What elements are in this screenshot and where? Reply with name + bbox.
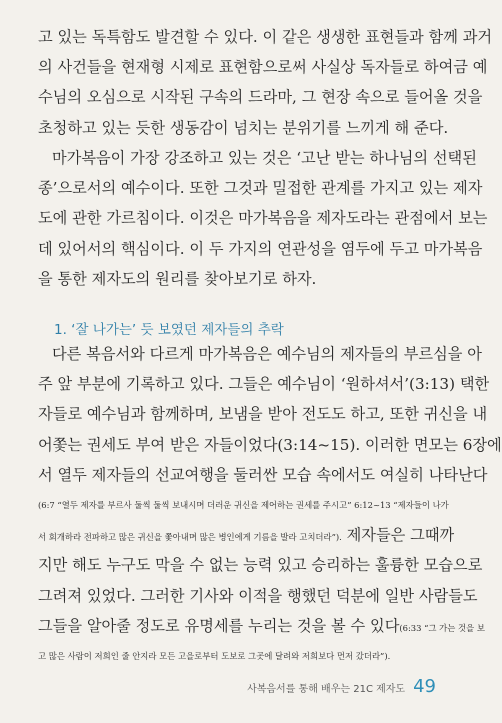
mixed-line — [38, 611, 485, 641]
text-line: 종’으로서의 예수이다. 또한 그것과 밀접한 관계를 가지고 있는 제자 — [38, 179, 483, 198]
text-line: 다른 복음서와 다르게 마가복음은 예수님의 제자들의 부르심을 아 — [52, 345, 482, 363]
text-line: 의 사건들을 현재형 시제로 표현함으로써 사실상 독자들로 하여금 예 — [38, 58, 488, 77]
text-line: 서 열두 제자들의 선교여행을 둘러싼 모습 속에서도 여실히 나타난다 — [38, 465, 488, 484]
text-inline: 제자들은 그때까 — [341, 526, 455, 545]
text-line: 데 있어서의 핵심이다. 이 두 가지의 연관성을 염두에 두고 마가복음 — [38, 239, 483, 258]
page-footer — [247, 676, 436, 697]
text-line: 주 앞 부분에 기록하고 있다. 그들은 예수님이 ‘원하셔서’(3:13) 택한 — [38, 375, 490, 394]
text-line: 초청하고 있는 듯한 생동감이 넘치는 분위기를 느끼게 해 준다. — [38, 118, 449, 137]
footnote-line: (6:7 “열두 제자를 부르사 둘씩 둘씩 보내시며 더러운 귀신을 제어하는 권세를 주시고” 6:12~13 “제자들이 나가 — [38, 499, 449, 510]
section-heading: 1. ‘잘 나가는’ 듯 보였던 제자들의 추락 — [54, 322, 284, 338]
text-line: 마가복음이 가장 강조하고 있는 것은 ‘고난 받는 하나님의 선택된 — [52, 149, 477, 167]
text-line: 을 통한 제자도의 원리를 찾아보기로 하자. — [38, 269, 317, 288]
text-line: 고 있는 독특함도 발견할 수 있다. 이 같은 생생한 표현들과 함께 과거 — [38, 28, 493, 46]
paragraph-2 — [38, 143, 488, 294]
text-inline: 그들을 알아줄 정도로 유명세를 누리는 것을 볼 수 있다 — [38, 616, 400, 635]
text-line: 지만 해도 누구도 막을 수 없는 능력 있고 승리하는 훌륭한 모습으로 — [38, 556, 483, 575]
text-line: 어쫓는 권세도 부여 받은 자들이었다(3:14~15). 이러한 면모는 6장에 — [38, 435, 502, 454]
text-line: 도에 관한 가르침이다. 이것은 마가복음을 제자도라는 관점에서 보는 — [38, 209, 488, 228]
footnote-inline: 서 회개하라 전파하고 많은 귀신을 쫓아내며 많은 병인에게 기름을 발라 고치더라”). — [38, 532, 342, 543]
text-line: 수님의 오심으로 시작된 구속의 드라마, 그 현장 속으로 들어올 것을 — [38, 88, 483, 107]
book-title: 사복음서를 통해 배우는 21C 제자도 — [247, 684, 406, 695]
footnote-inline: (6:33 “그 가는 것을 보 — [399, 622, 485, 633]
paragraph-1 — [38, 22, 493, 143]
text-line: 그려져 있었다. 그러한 기사와 이적을 행했던 덕분에 일반 사람들도 — [38, 586, 478, 605]
text-line: 자들로 예수님과 함께하며, 보냄을 받아 전도도 하고, 또한 귀신을 내 — [38, 405, 488, 424]
mixed-line — [38, 520, 455, 550]
paragraph-3 — [38, 339, 502, 671]
footnote-line: 고 많은 사람이 저희인 줄 안지라 모든 고을로부터 도보로 그곳에 달려와 저희보다 먼저 갔더라”). — [38, 650, 391, 661]
page-number: 49 — [413, 676, 436, 697]
